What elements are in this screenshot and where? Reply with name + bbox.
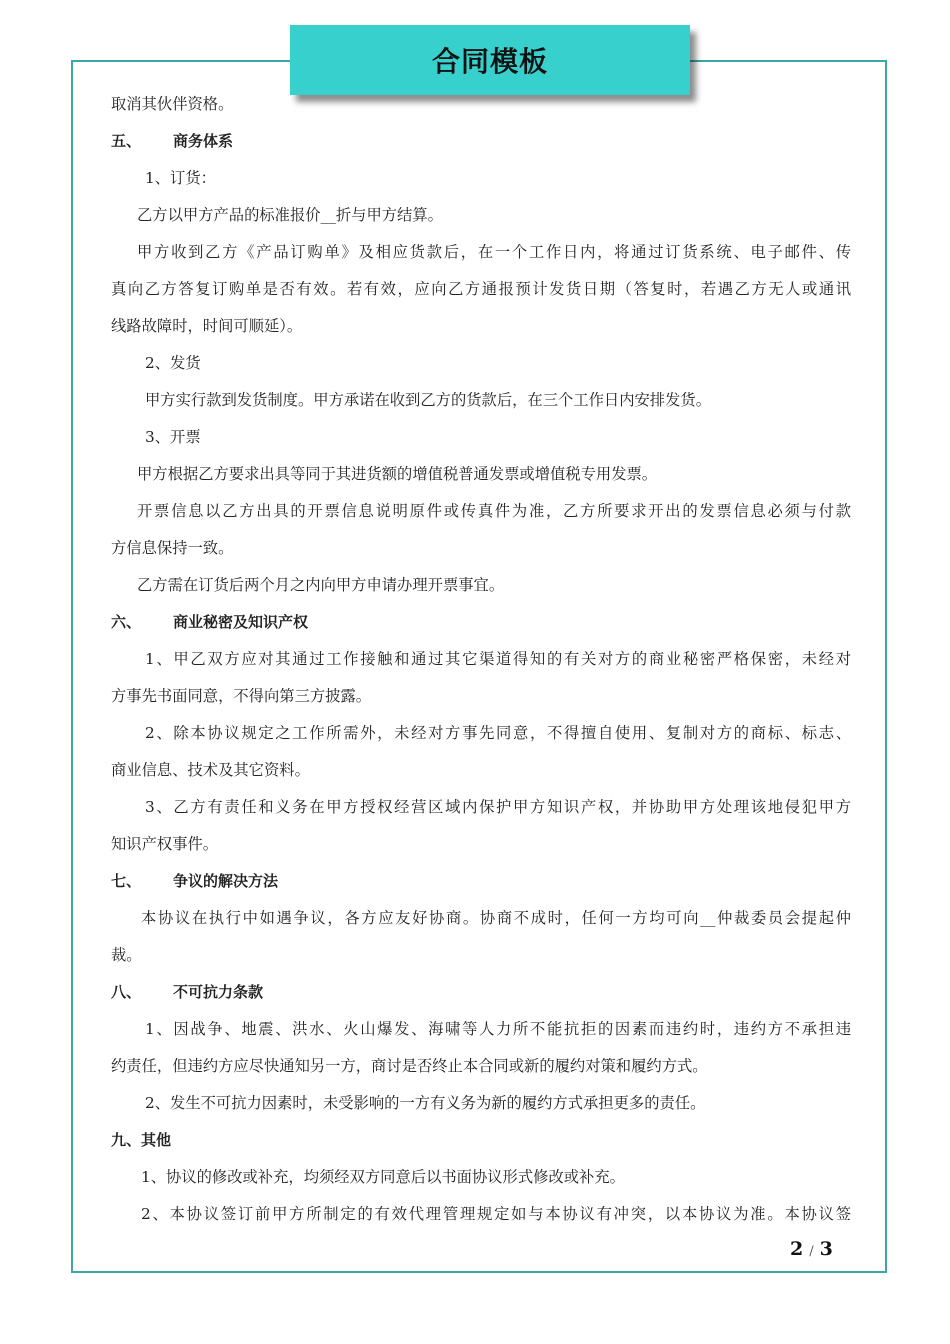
section-number: 五、 — [111, 132, 142, 150]
paragraph-line: 方信息保持一致。 — [111, 539, 234, 557]
document-body — [111, 86, 851, 1233]
paragraph-line: 乙方需在订货后两个月之内向甲方申请办理开票事宜。 — [137, 576, 505, 594]
section-heading-7 — [111, 863, 851, 900]
section-heading-9: 九、其他 — [111, 1131, 172, 1149]
section-number: 六、 — [111, 613, 142, 631]
subsection-heading: 1、订货： — [145, 169, 216, 187]
paragraph-line: 知识产权事件。 — [111, 835, 219, 853]
section-number: 七、 — [111, 872, 142, 890]
document-title: 合同模板 — [431, 45, 548, 78]
paragraph-line: 甲方根据乙方要求出具等同于其进货额的增值税普通发票或增值税专用发票。 — [137, 465, 658, 483]
paragraph-line: 方事先书面同意，不得向第三方披露。 — [111, 687, 372, 705]
paragraph-line: 2、发生不可抗力因素时，未受影响的一方有义务为新的履约方式承担更多的责任。 — [145, 1094, 706, 1112]
section-title: 商业秘密及知识产权 — [173, 613, 309, 631]
section-heading-5 — [111, 123, 851, 160]
paragraph-line: 约责任，但违约方应尽快通知另一方，商讨是否终止本合同或新的履约对策和履约方式。 — [111, 1057, 708, 1075]
page-separator: / — [809, 1244, 814, 1259]
paragraph-line: 甲方收到乙方《产品订购单》及相应货款后，在一个工作日内，将通过订货系统、电子邮件、传 — [137, 243, 851, 261]
paragraph-line: 1、甲乙双方应对其通过工作接触和通过其它渠道得知的有关对方的商业秘密严格保密，未经对 — [145, 650, 851, 668]
paragraph-line: 1、因战争、地震、洪水、火山爆发、海啸等人力所不能抗拒的因素而违约时，违约方不承担违 — [145, 1020, 851, 1038]
paragraph-line: 真向乙方答复订购单是否有效。若有效，应向乙方通报预计发货日期（答复时，若遇乙方无人或通讯 — [111, 280, 851, 298]
paragraph-line: 1、协议的修改或补充，均须经双方同意后以书面协议形式修改或补充。 — [141, 1168, 625, 1186]
total-pages: 3 — [819, 1238, 833, 1260]
section-title: 不可抗力条款 — [173, 983, 264, 1001]
document-title-banner — [290, 25, 690, 95]
page-number — [790, 1238, 833, 1260]
paragraph-line: 乙方以甲方产品的标准报价__折与甲方结算。 — [137, 206, 443, 224]
section-heading-6 — [111, 604, 851, 641]
subsection-heading: 2、发货 — [145, 354, 201, 372]
paragraph-line: 线路故障时，时间可顺延）。 — [111, 317, 303, 335]
section-heading-8 — [111, 974, 851, 1011]
paragraph-line: 2、除本协议规定之工作所需外，未经对方事先同意，不得擅自使用、复制对方的商标、标志、 — [145, 724, 851, 742]
paragraph-line: 裁。 — [111, 946, 142, 964]
subsection-heading: 3、开票 — [145, 428, 201, 446]
paragraph-line: 甲方实行款到发货制度。甲方承诺在收到乙方的货款后，在三个工作日内安排发货。 — [145, 391, 711, 409]
paragraph-line: 取消其伙伴资格。 — [111, 95, 234, 113]
paragraph-line: 开票信息以乙方出具的开票信息说明原件或传真件为准，乙方所要求开出的发票信息必须与付款 — [137, 502, 851, 520]
section-title: 争议的解决方法 — [173, 872, 279, 890]
paragraph-line: 3、乙方有责任和义务在甲方授权经营区域内保护甲方知识产权，并协助甲方处理该地侵犯甲方 — [145, 798, 851, 816]
section-title: 商务体系 — [173, 132, 234, 150]
paragraph-line: 2、本协议签订前甲方所制定的有效代理管理规定如与本协议有冲突，以本协议为准。本协议签 — [141, 1205, 851, 1223]
paragraph-line: 商业信息、技术及其它资料。 — [111, 761, 310, 779]
section-number: 八、 — [111, 983, 142, 1001]
paragraph-line: 本协议在执行中如遇争议，各方应友好协商。协商不成时，任何一方均可向__仲裁委员会提起仲 — [141, 909, 851, 927]
current-page: 2 — [790, 1238, 804, 1260]
